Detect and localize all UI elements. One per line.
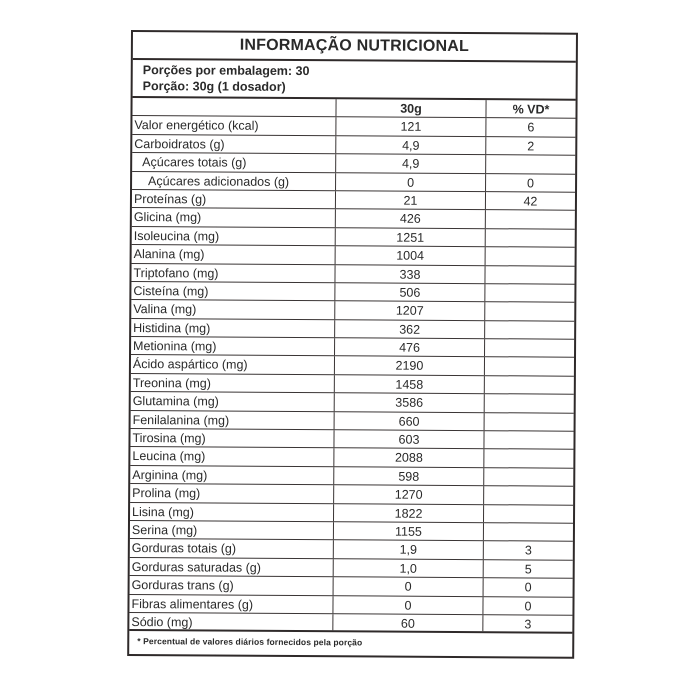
nutrient-amount: 660 bbox=[334, 412, 484, 430]
nutrient-amount: 0 bbox=[333, 577, 483, 595]
nutrient-vd bbox=[485, 229, 575, 247]
nutrient-amount: 1,9 bbox=[333, 541, 483, 559]
column-header-vd: % VD* bbox=[485, 100, 575, 118]
nutrient-vd bbox=[485, 155, 575, 173]
nutrient-amount: 60 bbox=[332, 614, 482, 631]
nutrition-facts-label bbox=[127, 30, 578, 659]
nutrient-name: Histidina (mg) bbox=[133, 320, 211, 336]
nutrient-name: Valor energético (kcal) bbox=[134, 118, 259, 134]
nutrient-amount: 1155 bbox=[333, 522, 483, 540]
nutrient-name: Fibras alimentares (g) bbox=[131, 596, 254, 612]
nutrient-amount: 1822 bbox=[333, 504, 483, 522]
nutrient-name: Gorduras totais (g) bbox=[131, 541, 237, 557]
nutrient-amount: 4,9 bbox=[335, 154, 485, 172]
nutrient-vd bbox=[485, 247, 575, 265]
nutrient-amount: 476 bbox=[334, 338, 484, 356]
nutrient-amount: 1,0 bbox=[333, 559, 483, 577]
nutrient-amount: 2190 bbox=[334, 357, 484, 375]
nutrient-vd bbox=[484, 284, 574, 302]
nutrient-name: Lisina (mg) bbox=[132, 504, 194, 519]
nutrient-name: Sódio (mg) bbox=[131, 614, 193, 630]
nutrient-vd bbox=[484, 413, 574, 431]
portion-size: Porção: 30g (1 dosador) bbox=[142, 79, 286, 94]
nutrient-vd bbox=[484, 358, 574, 376]
nutrition-table bbox=[129, 98, 575, 634]
portion-info bbox=[133, 60, 576, 101]
nutrient-amount: 1004 bbox=[335, 246, 485, 264]
nutrient-amount: 338 bbox=[334, 265, 484, 283]
nutrient-vd bbox=[485, 211, 575, 229]
nutrient-name: Metionina (mg) bbox=[133, 339, 217, 354]
nutrient-vd bbox=[483, 505, 573, 523]
nutrient-vd: 3 bbox=[482, 615, 572, 632]
nutrient-amount: 603 bbox=[333, 430, 483, 448]
footnote: * Percentual de valores diários fornecidos pela porção bbox=[137, 636, 363, 648]
nutrient-vd: 6 bbox=[485, 119, 575, 137]
nutrient-name: Valina (mg) bbox=[133, 302, 197, 317]
label-title: INFORMAÇÃO NUTRICIONAL bbox=[133, 32, 576, 63]
nutrient-name: Arginina (mg) bbox=[132, 467, 208, 483]
nutrient-amount: 1207 bbox=[334, 302, 484, 320]
nutrient-amount: 1458 bbox=[334, 375, 484, 393]
nutrient-vd: 42 bbox=[485, 192, 575, 210]
nutrient-vd: 2 bbox=[485, 137, 575, 155]
nutrient-amount: 2088 bbox=[333, 449, 483, 467]
nutrient-name: Açúcares adicionados (g) bbox=[148, 173, 290, 189]
nutrient-vd bbox=[483, 468, 573, 486]
nutrient-name: Alanina (mg) bbox=[133, 247, 205, 262]
nutrient-name: Fenilalanina (mg) bbox=[132, 412, 230, 428]
nutrient-vd: 0 bbox=[485, 174, 575, 192]
nutrient-amount: 3586 bbox=[334, 393, 484, 411]
nutrient-name: Ácido aspártico (mg) bbox=[132, 357, 248, 373]
nutrient-vd: 3 bbox=[483, 542, 573, 560]
nutrient-name: Prolina (mg) bbox=[132, 486, 201, 501]
nutrient-vd bbox=[483, 486, 573, 504]
nutrient-amount: 0 bbox=[335, 173, 485, 191]
nutrient-name: Isoleucina (mg) bbox=[133, 228, 220, 244]
nutrient-amount: 506 bbox=[334, 283, 484, 301]
nutrient-vd bbox=[484, 321, 574, 339]
nutrient-amount: 4,9 bbox=[335, 136, 485, 154]
nutrient-amount: 362 bbox=[334, 320, 484, 338]
nutrient-name: Glutamina (mg) bbox=[132, 394, 219, 409]
nutrient-vd: 5 bbox=[483, 560, 573, 578]
nutrient-name: Serina (mg) bbox=[131, 522, 198, 538]
nutrient-amount: 0 bbox=[332, 596, 482, 614]
column-header-nutrient bbox=[132, 98, 335, 117]
nutrient-name: Proteínas (g) bbox=[133, 191, 207, 207]
column-header-amount: 30g bbox=[335, 99, 485, 117]
nutrient-vd bbox=[484, 339, 574, 357]
nutrient-amount: 121 bbox=[335, 118, 485, 136]
nutrient-name: Tirosina (mg) bbox=[132, 431, 206, 446]
nutrient-vd bbox=[484, 376, 574, 394]
nutrient-amount: 1270 bbox=[333, 485, 483, 503]
nutrient-name: Triptofano (mg) bbox=[133, 265, 219, 281]
nutrient-vd bbox=[484, 394, 574, 412]
nutrient-amount: 1251 bbox=[335, 228, 485, 246]
nutrient-vd bbox=[483, 450, 573, 468]
nutrient-name: Treonina (mg) bbox=[132, 375, 211, 391]
nutrient-vd bbox=[484, 302, 574, 320]
nutrient-vd bbox=[483, 523, 573, 541]
nutrient-name: Cisteína (mg) bbox=[133, 283, 209, 299]
nutrient-amount: 426 bbox=[335, 210, 485, 228]
nutrient-vd: 0 bbox=[483, 578, 573, 596]
nutrient-vd: 0 bbox=[482, 597, 572, 615]
nutrient-name: Gorduras trans (g) bbox=[131, 578, 234, 593]
nutrient-amount: 598 bbox=[333, 467, 483, 485]
nutrient-name: Leucina (mg) bbox=[132, 449, 206, 464]
nutrient-name: Açúcares totais (g) bbox=[142, 155, 247, 170]
nutrient-vd bbox=[483, 431, 573, 449]
nutrient-name: Carboidratos (g) bbox=[134, 136, 225, 152]
portions-per-package: Porções por embalagem: 30 bbox=[142, 63, 310, 79]
nutrient-vd bbox=[484, 266, 574, 284]
nutrient-name: Gorduras saturadas (g) bbox=[131, 559, 261, 575]
nutrient-name: Glicina (mg) bbox=[133, 210, 202, 225]
nutrient-amount: 21 bbox=[335, 191, 485, 209]
nutrition-rows bbox=[129, 116, 575, 634]
